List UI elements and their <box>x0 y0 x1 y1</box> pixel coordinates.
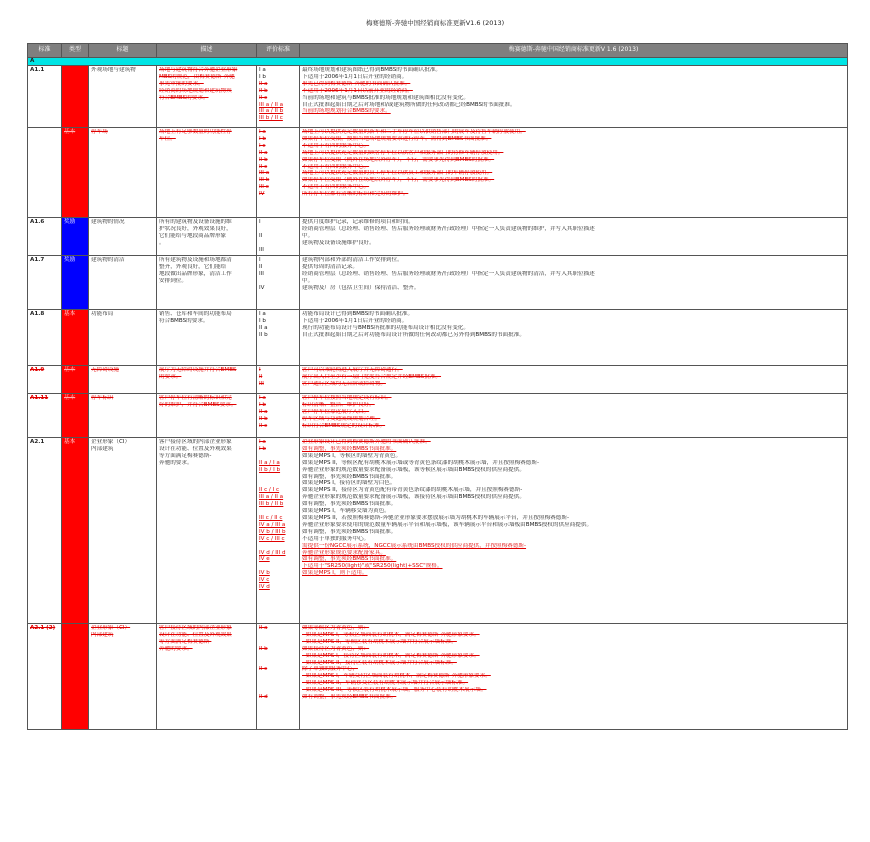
update-line: 标识符合BMBS规定的设计标准。 <box>302 422 386 429</box>
update-line: 客户可以乘轮椅进入展厅并无障碍通行。 <box>302 367 403 373</box>
header-description: 描述 <box>157 44 257 58</box>
row-description <box>157 310 257 366</box>
update-line: 场地上可以提供充足数量的新车和二手车停车位以供销售部门的展车及待售车辆停放使用。 <box>302 129 526 135</box>
row-label <box>89 66 157 128</box>
update-line: 如果是MPS I，车辆移交墙为黄色。 <box>302 508 390 515</box>
evaluation-code: III a / II a <box>259 101 284 108</box>
update-text <box>300 218 848 256</box>
evaluation-code: III a / II b <box>259 108 284 115</box>
update-line: - 如果是MPS I，接待区墙面装有胡桃木，满足梅赛德斯-奔驰形象要求。 <box>302 652 480 659</box>
update-line: 下适用于"SR250(light)"或"SR250(light)+SSC"规格。 <box>302 563 443 570</box>
update-line: 最终场地规划和建筑图纸已得到BMBS的书面确认批准。 <box>302 67 442 73</box>
evaluation-code: III <box>259 270 264 277</box>
standard-id: A1.9 <box>28 366 62 394</box>
evaluation-code: II b <box>259 87 268 94</box>
evaluation-code <box>259 660 297 667</box>
update-line: 如果是MPS I，等候区的墙壁为青黄色。 <box>302 452 402 459</box>
evaluation-code: I a <box>259 67 266 73</box>
evaluation-code <box>259 563 297 570</box>
label-line: 建筑物的清洁 <box>91 257 125 263</box>
label-line: 企业形象（CI） <box>91 625 131 631</box>
update-line: 如有调整，事先须经BMBS书面批准。 <box>302 473 397 480</box>
evaluation-code: IV <box>259 284 265 291</box>
evaluation-code: III b / II b <box>259 501 284 508</box>
description-line: 整齐，外观良好，它们能给 <box>159 263 227 270</box>
evaluation-code: I a <box>259 395 266 401</box>
row-label <box>89 128 157 218</box>
standard-id: A1.6 <box>28 218 62 256</box>
evaluation-code: II b <box>259 645 268 652</box>
update-line: 场地上可以提供充足数量的顾客停车位以供客户和服务部门的待修车辆停放使用。 <box>302 149 504 156</box>
evaluation-code: II b / I b <box>259 466 281 473</box>
type-label: 基本 <box>64 129 76 135</box>
row-label <box>89 366 157 394</box>
evaluation-code: III c <box>259 184 269 191</box>
evaluation-code: II c <box>259 422 268 429</box>
standard-id: A1.8 <box>28 310 62 366</box>
description-line: 等方面满足梅赛德斯- <box>159 452 212 459</box>
evaluation-code <box>259 673 297 680</box>
table-row <box>28 438 848 624</box>
standards-table <box>27 43 848 730</box>
description-line: MBS的规范，由梅赛德斯-奔驰 <box>159 73 235 80</box>
header-row <box>28 44 848 58</box>
update-line: - 如果是MPS II，接待区装有胡桃木展示墙并符合展示墙标准。 <box>302 659 457 666</box>
update-line: - 如果是MPS III，等候区装有胡桃木展示墙，服务中心装有胡桃木展示墙。 <box>302 687 487 694</box>
evaluation-code: IV b <box>259 570 270 577</box>
standard-id: A1.11 <box>28 394 62 438</box>
description-line: 。 <box>159 239 165 246</box>
row-description <box>157 394 257 438</box>
type-badge <box>62 256 89 310</box>
row-description <box>157 256 257 310</box>
update-line: 现行的功能布局设计与BMBS所批准的功能布局设计相比没有变化。 <box>302 324 469 331</box>
row-label <box>89 218 157 256</box>
row-label <box>89 394 157 438</box>
document-title: 梅赛德斯-奔驰中国经销商标准更新V1.6 (2013) <box>365 19 505 27</box>
evaluation-code: I b <box>259 317 266 324</box>
update-line: 除了单独的服务中心， <box>302 666 358 673</box>
label-line: 建筑物的情况 <box>91 219 125 225</box>
update-line: 不适用于2006年1月1日以前开业的经销商。 <box>302 87 413 94</box>
evaluation-code: II a <box>259 149 268 156</box>
update-line: 当前的场地和建筑与BMBS批准的场地规划和建筑图相比没有变化。 <box>302 94 469 101</box>
update-line: 建筑物及设备设施维护良好。 <box>302 239 375 246</box>
update-line: 如果是MPS II，若按照梅赛德斯-奔驰企业形象要求摆放展示墙为胡桃木的车辆展示平台，并且按照梅赛德斯- <box>302 514 569 521</box>
update-line: 如果是MPS II，等候区配有胡桃木展示墙或等青黄色条纹漆的胡桃木展示墙，并且按照梅赛德斯- <box>302 459 540 466</box>
evaluation-code <box>259 632 297 639</box>
update-line: 下适用于2006年1月1日后开业的经销商。 <box>302 317 408 324</box>
update-line: 如果等候区为青黄色，则： <box>302 625 370 631</box>
description-line: 场地上有足够数量的功能性停 <box>159 129 232 135</box>
evaluation-code: III a / II a <box>259 494 284 501</box>
update-line: 当前的场地规划符合BMBS的要求。 <box>302 108 391 115</box>
standard-id: A2.1 <box>28 438 62 624</box>
update-line: 奔驰企业形象规范要求配备家具。 <box>302 549 386 556</box>
evaluation-code: II c <box>259 163 268 170</box>
update-line: 停车区域与交通流线规划合理。 <box>302 415 381 422</box>
evaluation-code: IV c <box>259 577 270 584</box>
update-text <box>300 624 848 730</box>
update-line: 如有调整，事先须经BMBS书面批准。 <box>302 694 397 701</box>
evaluation-code: IV <box>259 191 265 198</box>
update-text <box>300 394 848 438</box>
update-text <box>300 438 848 624</box>
description-line: 符合BMBS的要求。 <box>159 94 209 101</box>
update-line: 功能布局设计已得到BMBS的书面确认批准。 <box>302 311 414 317</box>
type-label: 基本 <box>64 439 76 445</box>
update-line: 所有停车位都有清晰的标识和完好的维护。 <box>302 191 409 198</box>
evaluation-code <box>259 508 297 515</box>
evaluation-codes <box>257 310 300 366</box>
description-line: 车位。 <box>159 135 176 142</box>
update-line: 不适用于有四的服务中心。 <box>302 184 370 191</box>
update-line: 如果是MPS II，接待区为青黄色配有带青黄色条纹漆的胡桃木展示墙，并且按照梅赛德斯- <box>302 487 523 494</box>
evaluation-code: I c <box>259 142 266 149</box>
update-line: 如果停车位受限（例外在场地以外停车），不行，需要事先得到BMBS的批准。 <box>302 177 495 184</box>
evaluation-code <box>259 639 297 646</box>
evaluation-code: IV d <box>259 584 270 591</box>
label-line: 停车场 <box>91 129 108 135</box>
label-line: 企业形象（CI） <box>91 439 131 445</box>
evaluation-code <box>259 480 297 487</box>
description-line: 设计在功能、位置及外观效果 <box>159 445 232 452</box>
evaluation-code <box>259 240 297 247</box>
header-standard: 标准 <box>28 44 62 58</box>
type-badge <box>62 66 89 128</box>
update-line: 自正式批准起始日期之后对场地和/或建筑物所做的任何改动都已经BMBS的书面批准。 <box>302 101 516 108</box>
description-line: 奔驰的要求。 <box>159 459 193 466</box>
label-line: 功能布局 <box>91 311 114 317</box>
table-row <box>28 66 848 128</box>
type-badge <box>62 394 89 438</box>
description-line: 设计在功能、位置及外观效果 <box>159 631 232 638</box>
update-line: 如有调整，事先须经BMBS书面批准。 <box>302 445 397 452</box>
update-line: 需提供一份NGCC展示系统，NGCC展示系统由BMBS授权的供应商提供，并按照梅赛德斯- <box>302 542 527 549</box>
update-line: 不适用于单独的服务中心。 <box>302 535 370 542</box>
label-line: 外观场地与建筑物 <box>91 67 136 73</box>
row-description <box>157 366 257 394</box>
evaluation-code: I b <box>259 401 266 408</box>
update-line: - 如果是MPS I，等候区墙面装有胡桃木，满足梅赛德斯-奔驰形象要求。 <box>302 631 480 638</box>
description-line: 经销商的场地规划和建筑物须 <box>159 87 232 94</box>
evaluation-code: I <box>259 219 261 225</box>
label-line: 内部建筑 <box>91 631 114 638</box>
evaluation-code: II a / I a <box>259 459 280 466</box>
standard-id: A1.7 <box>28 256 62 310</box>
evaluation-code: I b <box>259 135 266 142</box>
update-line: 展厅出入口至少有一扇门宽度符合规定并经BMBS批准。 <box>302 373 442 380</box>
table-row <box>28 256 848 310</box>
table-row <box>28 310 848 366</box>
evaluation-code: III b <box>259 177 270 184</box>
row-label <box>89 310 157 366</box>
description-line: 客户停车位有清晰的标识和完 <box>159 395 232 401</box>
evaluation-code: II b <box>259 156 268 163</box>
update-line: 中。 <box>302 277 314 284</box>
evaluation-code <box>259 226 297 233</box>
evaluation-code: III b / II c <box>259 115 283 122</box>
update-line: 如果是MPS I，接待区的墙壁为白色。 <box>302 480 396 487</box>
evaluation-code: I a <box>259 129 266 135</box>
update-line: 不适用于有四的服务中心。 <box>302 142 370 149</box>
evaluation-code: I <box>259 367 261 373</box>
evaluation-code: IV c / III c <box>259 535 285 542</box>
description-line: 地段做出品牌形象，清洁工作 <box>159 270 232 277</box>
update-line: 经销商管理层（总经理、销售经理、售后服务经理或财务/行政经理）中指定一人负责建筑物的维护，并写入其职位描述 <box>302 225 595 232</box>
evaluation-code <box>259 278 297 285</box>
type-label: 基本 <box>64 395 76 401</box>
update-line: 经销商管理层（总经理、销售经理、售后服务经理或财务/行政经理）中指定一人负责建筑物的清洁，并写入其职位描述 <box>302 270 595 277</box>
row-description <box>157 624 257 730</box>
evaluation-code: II a <box>259 80 268 87</box>
update-line: 如果停车位受限（例外在场地以外停车），不行，需要事先得到BMBS的批准。 <box>302 156 495 163</box>
update-text <box>300 256 848 310</box>
update-line: 奔驰企业形象的规范数量要求配备展示墙板，该等候区展示墙由BMBS授权的供应商提供。 <box>302 466 525 473</box>
evaluation-codes <box>257 66 300 128</box>
update-line: 事先已得到梅赛德斯-奔驰的书面确认批准。 <box>302 80 411 87</box>
evaluation-codes <box>257 438 300 624</box>
evaluation-code <box>259 543 297 550</box>
update-line: 客户停车位靠近展厅入口。 <box>302 408 370 415</box>
type-badge <box>62 218 89 256</box>
evaluation-code: III c / II c <box>259 514 283 521</box>
update-line: 标识清晰、整洁、维护良好。 <box>302 401 375 408</box>
row-description <box>157 218 257 256</box>
evaluation-code: IV d / III d <box>259 549 286 556</box>
evaluation-codes <box>257 366 300 394</box>
standard-id: A1.1 <box>28 66 62 128</box>
evaluation-code: IV b / III b <box>259 528 286 535</box>
type-badge <box>62 366 89 394</box>
type-label: 奖励 <box>64 257 76 263</box>
description-line: 客户接待区域的内部企业形象 <box>159 625 232 631</box>
update-line: 中。 <box>302 232 314 239</box>
row-label <box>89 624 157 730</box>
standard-id: A2.1 (2) <box>28 624 62 730</box>
update-line: - 如果是MPS II，车辆移交区装有胡桃木展示墙并符合展示墙标准。 <box>302 680 469 687</box>
update-text <box>300 128 848 218</box>
row-label <box>89 438 157 624</box>
update-line: 奔驰企业形象要求使用的规范数量车辆展示平台和展示墙板，该车辆展示平台和展示墙板由BMBS授权的供应商提供。 <box>302 521 593 528</box>
evaluation-code: II <box>259 232 263 239</box>
update-line: 奔驰企业形象的规范数量要求配备展示墙板，该接待区展示墙由BMBS授权的供应商提供。 <box>302 494 525 501</box>
update-line: 下适用于2006年1月1日后开业的经销商。 <box>302 73 408 80</box>
evaluation-code: I b <box>259 73 266 80</box>
evaluation-code <box>259 653 297 660</box>
update-line: 如果停车位受限，按照当地场地规划要求进行停车，需得到BMBS书面批准。 <box>302 135 492 142</box>
row-label <box>89 256 157 310</box>
evaluation-codes <box>257 218 300 256</box>
type-label: 基本 <box>64 311 76 317</box>
section-label: A <box>28 58 848 66</box>
evaluation-code: II <box>259 373 263 380</box>
description-line: 客户接待区域的内部企业形象 <box>159 439 232 445</box>
evaluation-code <box>259 687 297 694</box>
update-line: 建筑物内部和外部的清洁工作安排到位。 <box>302 257 403 263</box>
update-line: 如果是MPS I，则下适用。 <box>302 570 368 577</box>
type-label: 奖励 <box>64 219 76 225</box>
evaluation-code: II <box>259 263 263 270</box>
description-line: 奔驰的要求。 <box>159 645 193 652</box>
description-line: 它们能给与地段商品牌形象 <box>159 232 227 239</box>
evaluation-code: II a <box>259 625 268 631</box>
update-line: 自正式批准起始日期之后对功能布局设计所做的任何改动都已另外得到BMBS的书面批准。 <box>302 331 525 338</box>
type-badge <box>62 128 89 218</box>
description-line: 护状况良好，外观效果良好， <box>159 225 232 232</box>
update-line: 如有调整，事先须经BMBS书面批准。 <box>302 556 397 563</box>
row-description <box>157 438 257 624</box>
evaluation-code: III <box>259 246 264 253</box>
update-text <box>300 66 848 128</box>
evaluation-code: II a <box>259 408 268 415</box>
description-line: 场地与建筑物符合奔驰企业形象 <box>159 67 238 73</box>
evaluation-codes <box>257 394 300 438</box>
description-line: 销售、仓库和车间的功能布局 <box>159 311 232 317</box>
table-row <box>28 218 848 256</box>
evaluation-code: III <box>259 380 264 387</box>
section-row <box>28 58 848 66</box>
standard-id <box>28 128 62 218</box>
evaluation-code: II d <box>259 694 268 701</box>
description-line: 展厅为无障碍设施并符合BMBS <box>159 367 237 373</box>
description-line: 符合BMBS的要求。 <box>159 317 209 324</box>
description-line: 事先审批的要求。 <box>159 80 204 87</box>
evaluation-code: II a <box>259 324 268 331</box>
evaluation-code: IV e <box>259 556 270 563</box>
header-update: 梅赛德斯-奔驰中国经销商标准更新V 1.6 (2013) <box>300 44 848 58</box>
evaluation-code: I a <box>259 439 266 445</box>
evaluation-code: II b <box>259 331 268 338</box>
description-line: 等方面满足梅赛德斯- <box>159 638 212 645</box>
header-label: 标题 <box>89 44 157 58</box>
evaluation-codes <box>257 128 300 218</box>
update-line: 场地上可以提供充足数量的员工停车位以供员工和服务部门的车辆停放使用。 <box>302 170 493 177</box>
update-line: 如果接待区为青黄色，则： <box>302 645 370 652</box>
description-line: 所有的建筑物及设备设施的维 <box>159 219 232 225</box>
evaluation-code: I <box>259 257 261 263</box>
table-row <box>28 366 848 394</box>
update-line: - 如果是MPS II，等候区装有胡桃木展示墙并符合展示墙标准。 <box>302 638 457 645</box>
update-line: 不适用于有四的服务中心。 <box>302 163 370 170</box>
table-row <box>28 128 848 218</box>
update-line: 企业形象设计已得到梅赛德斯奔驰的书面确认批准。 <box>302 439 431 445</box>
header-type: 类型 <box>62 44 89 58</box>
evaluation-code: II c <box>259 94 268 101</box>
label-line: 无障碍设施 <box>91 367 119 373</box>
evaluation-code: I b <box>259 445 266 452</box>
update-line: 提供月度维护记录，记录维修的项目和时间。 <box>302 219 414 225</box>
evaluation-code: II c / I c <box>259 487 280 494</box>
header-evaluation: 评价标准 <box>257 44 300 58</box>
label-line: 内部建筑 <box>91 445 114 452</box>
evaluation-codes <box>257 624 300 730</box>
row-description <box>157 66 257 128</box>
evaluation-code: IV a / III a <box>259 521 286 528</box>
type-badge <box>62 624 89 730</box>
evaluation-code <box>259 680 297 687</box>
description-line: 好的维护，并符合BMBS要求。 <box>159 401 237 408</box>
evaluation-code <box>259 453 297 460</box>
update-text <box>300 366 848 394</box>
evaluation-code: II b <box>259 415 268 422</box>
description-line: 的要求。 <box>159 373 182 380</box>
update-line: 客户停车位按照当地规定设有标识。 <box>302 395 392 401</box>
update-line: 提供每周的清洁记录。 <box>302 263 358 270</box>
description-line: 所有建筑物及设施和场地都清 <box>159 257 232 263</box>
evaluation-code: III a <box>259 170 270 177</box>
table-row <box>28 394 848 438</box>
label-line: 停车标识 <box>91 395 114 401</box>
evaluation-code: I a <box>259 311 266 317</box>
update-text <box>300 310 848 366</box>
update-line: 客户通行区域均无台阶或障碍物。 <box>302 380 386 387</box>
evaluation-code <box>259 474 297 481</box>
update-line: 如有调整，事先须经BMBS书面批准。 <box>302 501 397 508</box>
table-row <box>28 624 848 730</box>
type-label: 基本 <box>64 367 76 373</box>
evaluation-code: II c <box>259 666 268 673</box>
update-line: 如有调整，事先须经BMBS书面批准。 <box>302 528 397 535</box>
type-badge <box>62 438 89 624</box>
update-line: 建筑物及厂房（包括卫生间）保持清洁、整齐。 <box>302 284 420 291</box>
description-line: 安排到位。 <box>159 277 187 284</box>
row-description <box>157 128 257 218</box>
evaluation-codes <box>257 256 300 310</box>
update-line: - 如果是MPS I，车辆交付区墙面装有胡桃木，满足梅赛德斯-奔驰形象要求。 <box>302 673 491 680</box>
type-badge <box>62 310 89 366</box>
